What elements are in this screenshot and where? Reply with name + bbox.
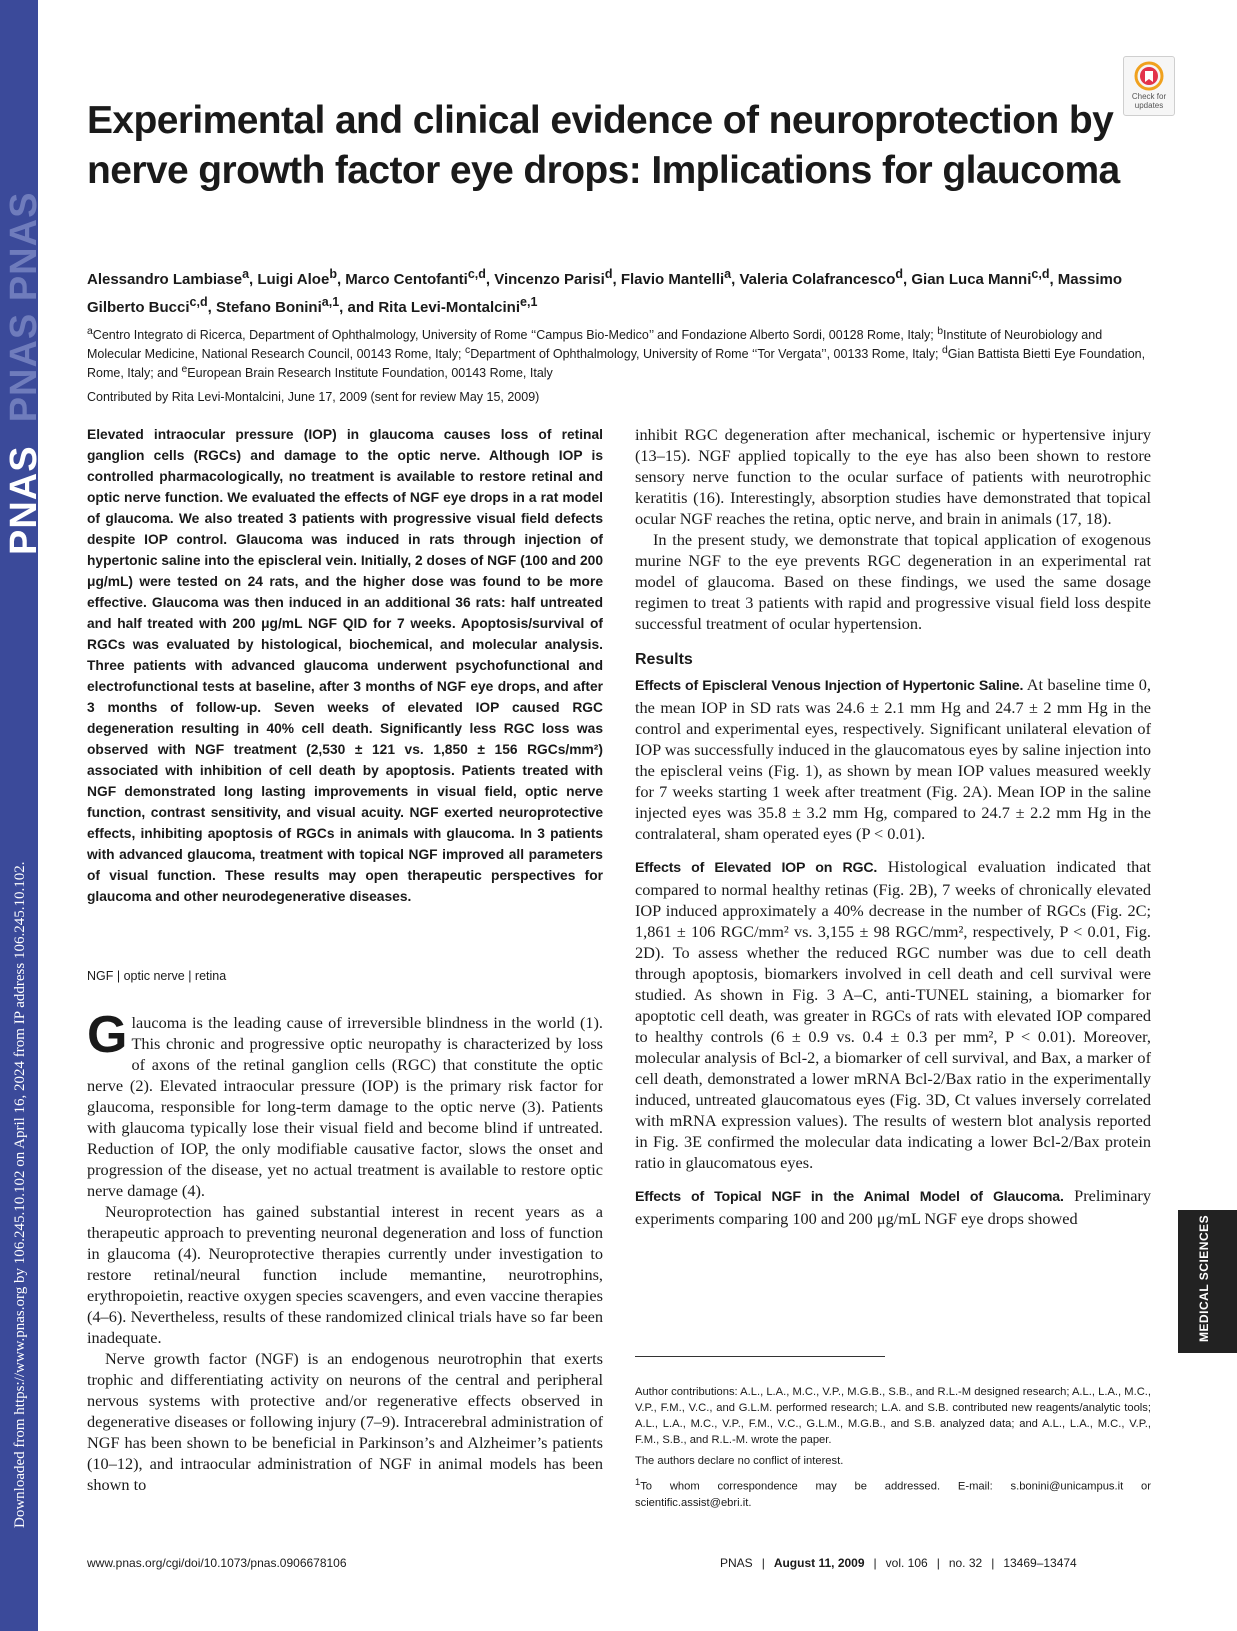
author: Valeria Colafrancesco$^d$ — [739, 267, 904, 288]
doi-link[interactable]: www.pnas.org/cgi/doi/10.1073/pnas.0906678106 — [87, 1556, 347, 1570]
pnas-logo-repeat: PNAS PNAS — [3, 191, 45, 423]
footer-citation: PNAS | August 11, 2009 | vol. 106 | no. 32 | 13469–13474 — [720, 1556, 1077, 1570]
body-right-column — [635, 424, 1151, 1229]
download-note: Downloaded from https://www.pnas.org by 106.245.10.102 on April 16, 2024 from IP address 106.245.10.102. — [12, 861, 28, 1528]
results-section-2: Effects of Elevated IOP on RGC. Histological evaluation indicated that compared to normal healthy retinas (Fig. 2B), 7 weeks of chronically elevated IOP induced approximately a 40% decrease in the number of RGCs (Fig. 2C; 1,861 ± 106 RGC/mm² vs. 3,155 ± 98 RGC/mm², respectively, P < 0.01, Fig. 2D). To assess whether the reduced RGC number was due to cell death through apoptosis, biomarkers involved in cell death and cell survival were studied. As shown in Fig. 3 A–C, anti-TUNEL staining, a biomarker for apoptotic cell death, was greater in RGCs of rats with elevated IOP compared to healthy controls (6 ± 0.9 vs. 0.4 ± 0.3 per mm², P < 0.01). Moreover, molecular analysis of Bcl-2, a biomarker of cell survival, and Bax, a marker of cell death, demonstrated a lower mRNA Bcl-2/Bax ratio in the experimentally induced, untreated glaucomatous eyes (Fig. 3D, Ct values inversely correlated with mRNA expression values). The results of western blot analysis reported in Fig. 3E confirmed the molecular data indicating a lower Bcl-2/Bax protein ratio in glaucomatous eyes. — [635, 857, 1151, 1172]
affiliation: $^a$Centro Integrato di Ricerca, Department of Ophthalmology, University of Rome ‘‘Campus Bio-Medico’’ and Fondazione Alberto Sordi, 00128 Rome, Italy; — [87, 326, 934, 343]
footnotes — [635, 1384, 1151, 1516]
check-for-updates-label: Check for updates — [1131, 92, 1167, 110]
section-title: Effects of Episcleral Venous Injection of Hypertonic Saline. — [635, 678, 1024, 694]
intro-paragraph-2: Neuroprotection has gained substantial interest in recent years as a therapeutic approach to preventing neuronal degeneration and loss of function in glaucoma (4). Neuroprotective therapies currently under investigation to restore retinal/neural function include memantine, neurotrophins, erythropoietin, reactive oxygen species scavengers, and even vaccine therapies (4–6). Nevertheless, results of these randomized clinical trials have so far been inadequate. — [87, 1202, 603, 1347]
affiliation: $^d$Gian Battista Bietti Eye Foundation, Rome, Italy; and — [87, 345, 1146, 381]
body-left-column — [87, 1006, 603, 1495]
author-list: Alessandro Lambiase$^a$, Luigi Aloe$^b$, Marco Centofanti$^{c,d}$, Vincenzo Parisi$^d$, Flavio Mantelli$^a$, Valeria Colafrancesco$^d$, Gian Luca Manni$^{c,d}$, Massimo Gilberto Bucci$^{c,d}$, Stefano Bonini$^{a,1}$, and Rita Levi-Montalcini$^{e,1}$ — [87, 267, 1122, 316]
section-tab-label: MEDICAL SCIENCES — [1197, 1214, 1211, 1342]
drop-cap: G — [87, 1006, 128, 1064]
section-tab — [1178, 1210, 1237, 1353]
intro-paragraph-1: Glaucoma is the leading cause of irreversible blindness in the world (1). This chronic and progressive optic neuropathy is characterized by loss of axons of the retinal ganglion cells (RGC) that constitute the optic nerve (2). Elevated intraocular pressure (IOP) is the primary risk factor for glaucoma, responsible for long-term damage to the optic nerve (3). Patients with glaucoma typically lose their visual field and become blind if untreated. Reduction of IOP, the only modifiable causative factor, slows the onset and progression of the disease, yet no actual treatment is available to restore optic nerve damage (4). — [87, 1006, 603, 1200]
footer-pages: 13469–13474 — [1003, 1556, 1077, 1570]
footer-journal: PNAS — [720, 1556, 753, 1570]
affiliation: $^e$European Brain Research Institute Foundation, 00143 Rome, Italy — [181, 364, 553, 381]
intro-paragraph-4: inhibit RGC degeneration after mechanical, ischemic or hypertensive injury (13–15). NGF applied topically to the eye has also been shown to restore sensory nerve function to the ocular surface of patients with neurotrophic keratitis (16). Interestingly, absorption studies have demonstrated that topical ocular NGF reaches the retina, optic nerve, and brain in animals (17, 18). — [635, 425, 1151, 528]
correspondence-note: $^1$To whom correspondence may be addressed. E-mail: s.bonini@unicampus.it or scientific.assist@ebri.it. — [635, 1477, 1151, 1509]
author-contributions: Author contributions: A.L., L.A., M.C., V.P., M.G.B., S.B., and R.L.-M designed research; A.L., L.A., M.C., V.P., F.M., V.C., and G.L.M. performed research; L.A. and S.B. contributed new reagents/analytic tools; A.L., L.A., M.C., V.P., F.M., V.C., G.L.M., M.G.B., and S.B. analyzed data; and A.L., L.A., M.C., V.P., F.M., S.B., and R.L.-M. wrote the paper. — [635, 1386, 1151, 1446]
conflict-statement: The authors declare no conflict of interest. — [635, 1455, 844, 1467]
footnote-rule — [635, 1356, 885, 1357]
affiliation: $^b$Institute of Neurobiology and Molecular Medicine, National Research Council, 00143 Rome, Italy; — [87, 326, 1103, 362]
pnas-logo — [0, 0, 45, 560]
check-for-updates-icon — [1134, 61, 1164, 91]
footer-volume: vol. 106 — [885, 1556, 928, 1570]
affiliations — [87, 324, 1147, 381]
keywords: NGF | optic nerve | retina — [87, 969, 227, 983]
intro-paragraph-5: In the present study, we demonstrate that topical application of exogenous murine NGF to the eye prevents RGC degeneration in an experimental rat model of glaucoma. Based on these findings, we used the same dosage regimen to treat 3 patients with rapid and progressive visual field loss despite successful treatment of ocular hypertension. — [635, 530, 1151, 633]
author: Gian Luca Manni$^{c,d}$ — [911, 267, 1050, 288]
footer-date: August 11, 2009 — [773, 1556, 865, 1570]
section-title: Effects of Topical NGF in the Animal Model of Glaucoma. — [635, 1189, 1064, 1205]
section-title: Effects of Elevated IOP on RGC. — [635, 860, 878, 876]
author: Rita Levi-Montalcini$^{e,1}$ — [378, 295, 538, 316]
author: Stefano Bonini$^{a,1}$ — [215, 295, 340, 316]
intro-paragraph-3: Nerve growth factor (NGF) is an endogenous neurotrophin that exerts trophic and differentiating activity on neurons of the central and peripheral nervous systems with protective and/or regenerative effects observed in degenerative diseases or following injury (7–9). Intracerebral administration of NGF has been shown to be beneficial in Parkinson’s and Alzheimer’s patients (10–12), and intraocular administration of NGF in animal models has been shown to — [87, 1349, 603, 1494]
author: Massimo Gilberto Bucci$^{c,d}$ — [87, 271, 1122, 316]
pnas-logo-main: PNAS — [3, 445, 45, 555]
footer-issue: no. 32 — [948, 1556, 983, 1570]
results-heading: Results — [635, 651, 693, 668]
author: Flavio Mantelli$^a$ — [620, 267, 732, 288]
author: Marco Centofanti$^{c,d}$ — [345, 267, 486, 288]
affiliation: $^c$Department of Ophthalmology, University of Rome ‘‘Tor Vergata’’, 00133 Rome, Italy; — [464, 345, 939, 362]
author: Vincenzo Parisi$^d$ — [494, 267, 613, 288]
contributed-line: Contributed by Rita Levi-Montalcini, June 17, 2009 (sent for review May 15, 2009) — [87, 390, 540, 404]
author: Alessandro Lambiase$^a$ — [87, 267, 250, 288]
results-section-1: Effects of Episcleral Venous Injection of Hypertonic Saline. At baseline time 0, the mean IOP in SD rats was 24.6 ± 2.1 mm Hg and 24.7 ± 2 mm Hg in the control and experimental eyes, respectively. Significant unilateral elevation of IOP was successfully induced in the glaucomatous eyes by saline injection into the episcleral veins (Fig. 1), as shown by mean IOP values measured weekly for 7 weeks starting 1 week after treatment (Fig. 2A). Mean IOP in the saline injected eyes was 35.8 ± 3.2 mm Hg, compared to 24.7 ± 2.2 mm Hg in the contralateral, sham operated eyes (P < 0.01). — [635, 675, 1151, 843]
results-section-3: Effects of Topical NGF in the Animal Model of Glaucoma. Preliminary experiments comparing 100 and 200 μg/mL NGF eye drops showed — [635, 1186, 1151, 1228]
article-title: Experimental and clinical evidence of neuroprotection by nerve growth factor eye drops: Implications for glaucoma — [87, 99, 1120, 192]
author: Luigi Aloe$^b$ — [257, 267, 337, 288]
abstract: Elevated intraocular pressure (IOP) in glaucoma causes loss of retinal ganglion cells (RGCs) and damage to the optic nerve. Although IOP is controlled pharmacologically, no treatment is available to restore retinal and optic nerve function. We evaluated the effects of NGF eye drops in a rat model of glaucoma. We also treated 3 patients with progressive visual field defects despite IOP control. Glaucoma was induced in rats through injection of hypertonic saline into the episcleral vein. Initially, 2 doses of NGF (100 and 200 μg/mL) were tested on 24 rats, and the higher dose was found to be more effective. Glaucoma was then induced in an additional 36 rats: half untreated and half treated with 200 μg/mL NGF QID for 7 weeks. Apoptosis/survival of RGCs was evaluated by histological, biochemical, and molecular analysis. Three patients with advanced glaucoma underwent psychofunctional and electrofunctional tests at baseline, after 3 months of NGF eye drops, and after 3 months of follow-up. Seven weeks of elevated IOP caused RGC degeneration resulting in 40% cell death. Significantly less RGC loss was observed with NGF treatment (2,530 ± 121 vs. 1,850 ± 156 RGCs/mm²) associated with inhibition of cell death by apoptosis. Patients treated with NGF demonstrated long lasting improvements in visual field, optic nerve function, contrast sensitivity, and visual acuity. NGF exerted neuroprotective effects, inhibiting apoptosis of RGCs in animals with glaucoma. In 3 patients with advanced glaucoma, treatment with topical NGF improved all parameters of visual function. These results may open therapeutic perspectives for glaucoma and other neurodegenerative diseases. — [87, 427, 603, 904]
check-for-updates-button[interactable] — [1123, 56, 1175, 116]
